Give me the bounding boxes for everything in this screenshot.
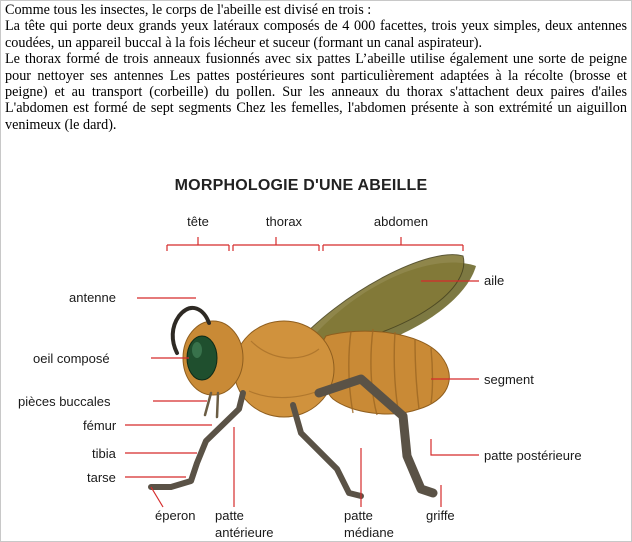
label-thorax: thorax — [265, 214, 303, 229]
middle-leg — [293, 405, 361, 496]
intro-paragraph: Comme tous les insectes, le corps de l'abeille est divisé en trois : — [5, 2, 372, 18]
label-mouthparts: pièces buccales — [18, 394, 111, 409]
label-hind-leg: patte postérieure — [484, 448, 582, 463]
label-middle-leg-2: médiane — [344, 525, 394, 540]
label-compound-eye: oeil composé — [33, 351, 110, 366]
head-paragraph: La tête qui porte deux grands yeux latéraux composés de 4 000 facettes, trois yeux simples, deux antennes coudées, un appareil buccal à la fois lécheur et suceur (formant un canal aspirateur). — [5, 18, 627, 51]
label-front-leg-1: patte — [215, 508, 244, 523]
bee-diagram — [1, 1, 631, 541]
mouthparts — [205, 393, 218, 417]
label-abdomen: abdomen — [373, 214, 429, 229]
compound-eye — [187, 336, 217, 380]
label-wing: aile — [484, 273, 505, 288]
label-antenna: antenne — [69, 290, 116, 305]
label-tibia: tibia — [92, 446, 116, 461]
thorax-abdomen-paragraph: Le thorax formé de trois anneaux fusionnés avec six pattes L’abeille utilise également une sorte de peigne pour nettoyer ses antennes Les pattes postérieures sont particulièrement adaptées à la récolte (brosse et peigne) et au transport (corbeille) du pollen. Sur les anneaux du thorax s'attachent deux paires d'ailes L'abdomen est formé de sept segments Chez les femelles, l'abdomen présente à son extrémité un aiguillon venimeux (le dard). — [5, 51, 627, 133]
label-tarsus: tarse — [87, 470, 116, 485]
label-middle-leg-1: patte — [344, 508, 373, 523]
figure-title: MORPHOLOGIE D'UNE ABEILLE — [174, 177, 428, 194]
region-brackets — [167, 237, 463, 251]
label-spur: éperon — [155, 508, 196, 523]
front-leg — [151, 393, 243, 487]
label-front-leg-2: antérieure — [215, 525, 274, 540]
label-head: tête — [187, 214, 209, 229]
label-claw: griffe — [426, 508, 455, 523]
label-femur: fémur — [83, 418, 117, 433]
thorax — [234, 321, 334, 417]
label-segment: segment — [484, 372, 534, 387]
